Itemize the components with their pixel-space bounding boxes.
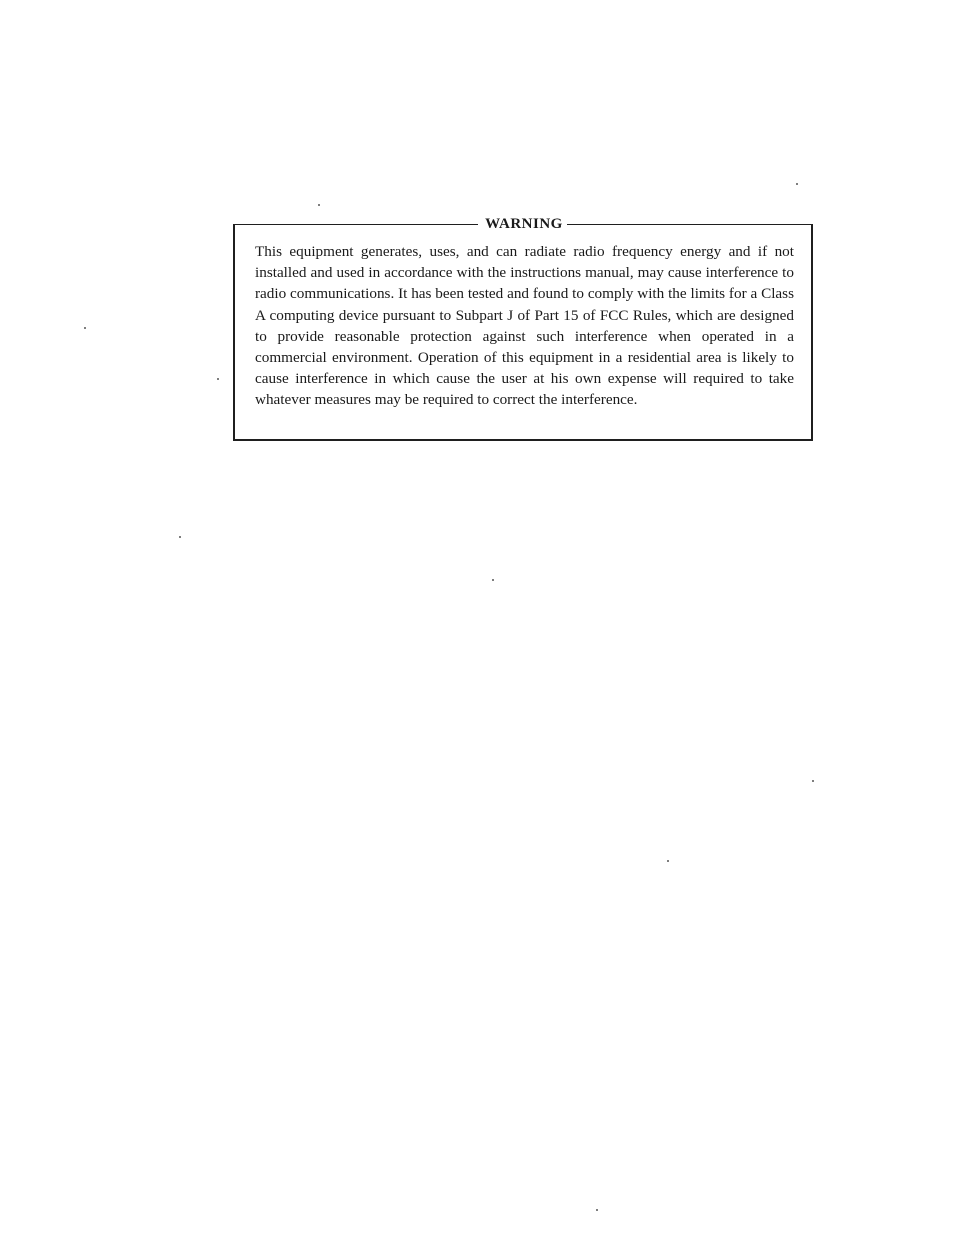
scan-speck [667, 860, 669, 862]
scan-speck [796, 183, 798, 185]
warning-body-text: This equipment generates, uses, and can radiate radio frequency energy and if not installed and used in accordance with the instructions manual, may cause interference to radio communications. It has been tested and found to comply with the limits for a Class A computing device pursuant to Subpart J of Part 15 of FCC Rules, which are designed to provide reasonable protection against such interference when operated in a commercial environment. Operation of this equipment in a residential area is likely to cause interference in which cause the user at his own expense will required to take whatever measures may be required to correct the interference. [255, 243, 794, 409]
scan-speck [318, 204, 320, 206]
scan-speck [217, 378, 219, 380]
warning-top-rule-right [565, 224, 813, 225]
warning-top-rule-left [233, 224, 478, 225]
warning-title: WARNING [481, 215, 567, 233]
scan-speck [492, 579, 494, 581]
fcc-warning-box [233, 216, 813, 441]
scan-speck [596, 1209, 598, 1211]
scan-speck [84, 327, 86, 329]
scan-speck [812, 780, 814, 782]
scan-speck [179, 536, 181, 538]
